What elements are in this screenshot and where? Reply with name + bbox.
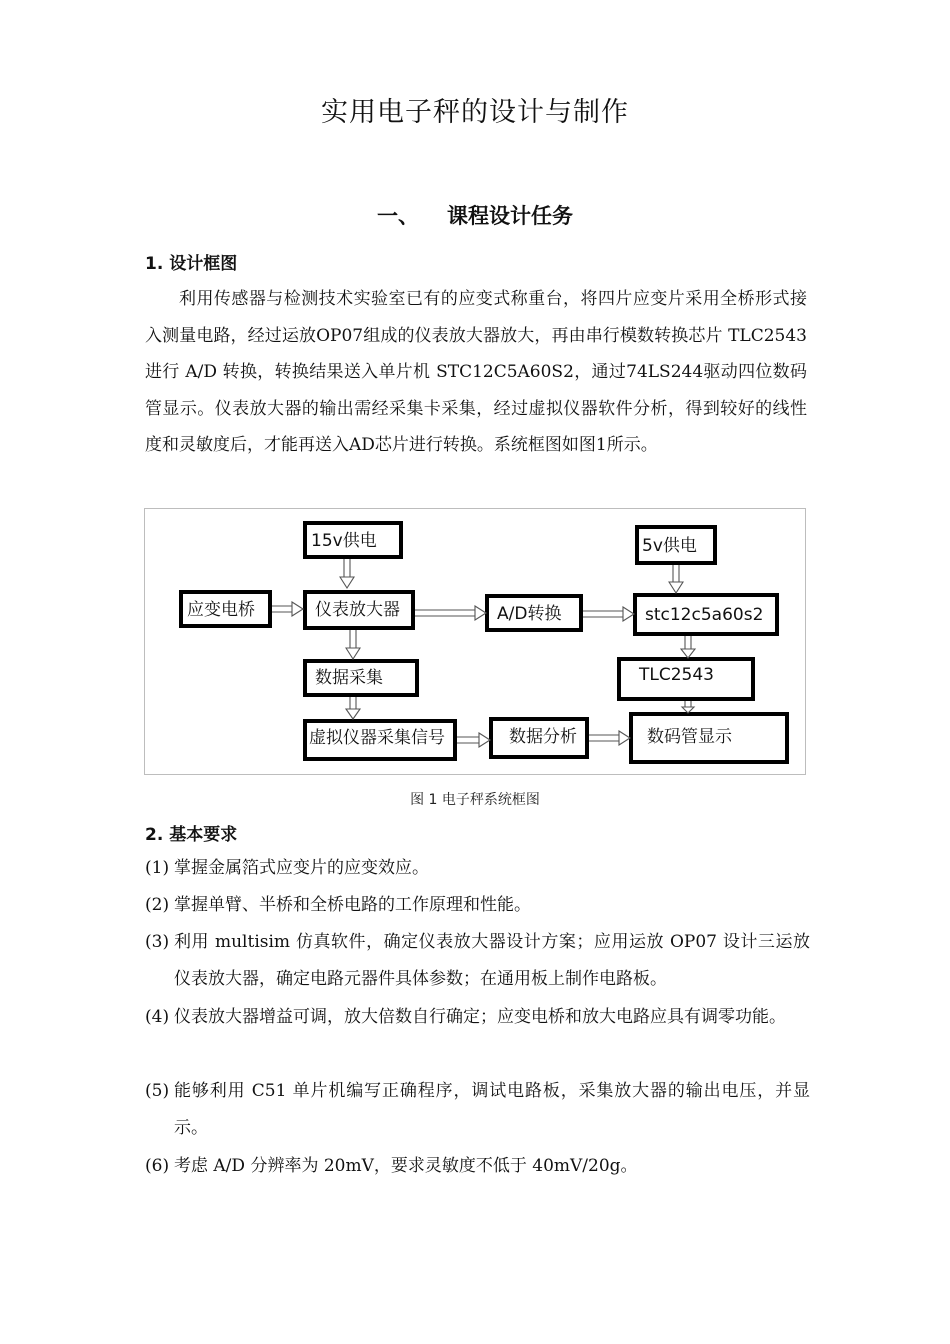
- box-analysis: [491, 719, 587, 757]
- paragraph-text: 利用传感器与检测技术实验室已有的应变式称重台，将四片应变片采用全桥形式接入测量电路，经过运放OP07组成的仪表放大器放大，再由串行模数转换芯片 TLC2543 进行 A/D 转换，转换结果送入单片机 STC12C5A60S2，通过74LS244驱动四位数码管显示。仪表放大器的输出需经采集卡采集，经过虚拟仪器软件分析，得到较好的线性度和灵敏度后，才能再送入AD芯片进行转换。系统框图如图1所示。: [145, 289, 807, 456]
- box-label-amp: 仪表放大器: [315, 600, 400, 620]
- requirement-label: (3): [145, 932, 170, 952]
- arrow-tlc-display: [682, 701, 694, 713]
- box-supply5: [637, 527, 715, 563]
- box-vi: [305, 721, 455, 759]
- box-label-display: 数码管显示: [647, 727, 732, 747]
- subsection-number: 2: [145, 825, 157, 845]
- arrow-analysis-display: [589, 731, 630, 745]
- subsection-number: 1: [145, 254, 157, 274]
- box-label-tlc: TLC2543: [639, 665, 714, 685]
- arrow-bridge-amp: [272, 602, 303, 616]
- requirement-label: (5): [145, 1081, 170, 1101]
- figure-caption: 图 1 电子秤系统框图: [410, 792, 540, 808]
- requirement-label: (6): [145, 1156, 170, 1176]
- box-label-daq: 数据采集: [315, 668, 383, 688]
- block-diagram: [144, 508, 806, 775]
- section-number: 一、: [377, 204, 419, 228]
- subsection-title: 基本要求: [169, 825, 238, 845]
- box-label-analysis: 数据分析: [509, 727, 577, 747]
- box-display: [631, 714, 787, 762]
- arrow-supply15-amp: [340, 559, 354, 588]
- box-amp: [305, 592, 413, 628]
- box-bridge: [181, 592, 270, 626]
- box-label-bridge: 应变电桥: [187, 600, 255, 620]
- arrow-amp-adc: [415, 606, 486, 620]
- subsection-title: 设计框图: [169, 254, 238, 274]
- box-adc: [487, 596, 581, 630]
- requirement-text: 掌握金属箔式应变片的应变效应。: [174, 858, 429, 878]
- requirement-text: 考虑 A/D 分辨率为 20mV，要求灵敏度不低于 40mV/20g。: [174, 1156, 638, 1176]
- requirement-item-5: [145, 1073, 810, 1146]
- diagram-canvas: [145, 509, 807, 776]
- section-title: 课程设计任务: [447, 204, 573, 228]
- arrow-amp-daq: [346, 630, 360, 659]
- section-heading: [0, 200, 950, 230]
- requirement-text: 能够利用 C51 单片机编写正确程序，调试电路板，采集放大器的输出电压，并显示。: [174, 1081, 810, 1138]
- arrow-vi-analysis: [457, 733, 490, 747]
- box-label-supply5: 5v供电: [642, 536, 697, 556]
- requirement-text: 利用 multisim 仿真软件，确定仪表放大器设计方案；应用运放 OP07 设计三运放仪表放大器，确定电路元器件具体参数；在通用板上制作电路板。: [174, 932, 810, 989]
- requirement-text: 仪表放大器增益可调，放大倍数自行确定；应变电桥和放大电路应具有调零功能。: [174, 1007, 786, 1027]
- arrow-adc-mcu: [583, 607, 634, 621]
- requirement-item-4: [145, 999, 810, 1036]
- box-label-vi: 虚拟仪器采集信号: [309, 728, 445, 748]
- requirement-item-6: [145, 1148, 810, 1185]
- box-label-mcu: stc12c5a60s2: [645, 605, 764, 625]
- box-mcu: [635, 595, 777, 634]
- requirement-text: 掌握单臂、半桥和全桥电路的工作原理和性能。: [174, 895, 531, 915]
- arrow-supply5-mcu: [669, 565, 683, 593]
- requirement-label: (4): [145, 1007, 170, 1027]
- requirement-item-2: [145, 887, 810, 924]
- page-title: 实用电子秤的设计与制作: [321, 97, 629, 128]
- requirement-item-3: [145, 924, 810, 997]
- requirement-item-1: [145, 850, 810, 887]
- arrow-daq-vi: [346, 697, 360, 719]
- body-paragraph: [145, 281, 807, 464]
- requirement-label: (2): [145, 895, 170, 915]
- box-label-adc: A/D转换: [497, 604, 562, 624]
- requirement-label: (1): [145, 858, 170, 878]
- subsection-heading-1: 1. 设计框图: [145, 254, 238, 274]
- box-tlc: [619, 659, 753, 699]
- arrow-mcu-tlc: [681, 636, 695, 658]
- box-supply15: [305, 523, 401, 557]
- box-daq: [305, 661, 417, 695]
- box-label-supply15: 15v供电: [311, 531, 377, 551]
- subsection-heading-2: 2. 基本要求: [145, 825, 238, 845]
